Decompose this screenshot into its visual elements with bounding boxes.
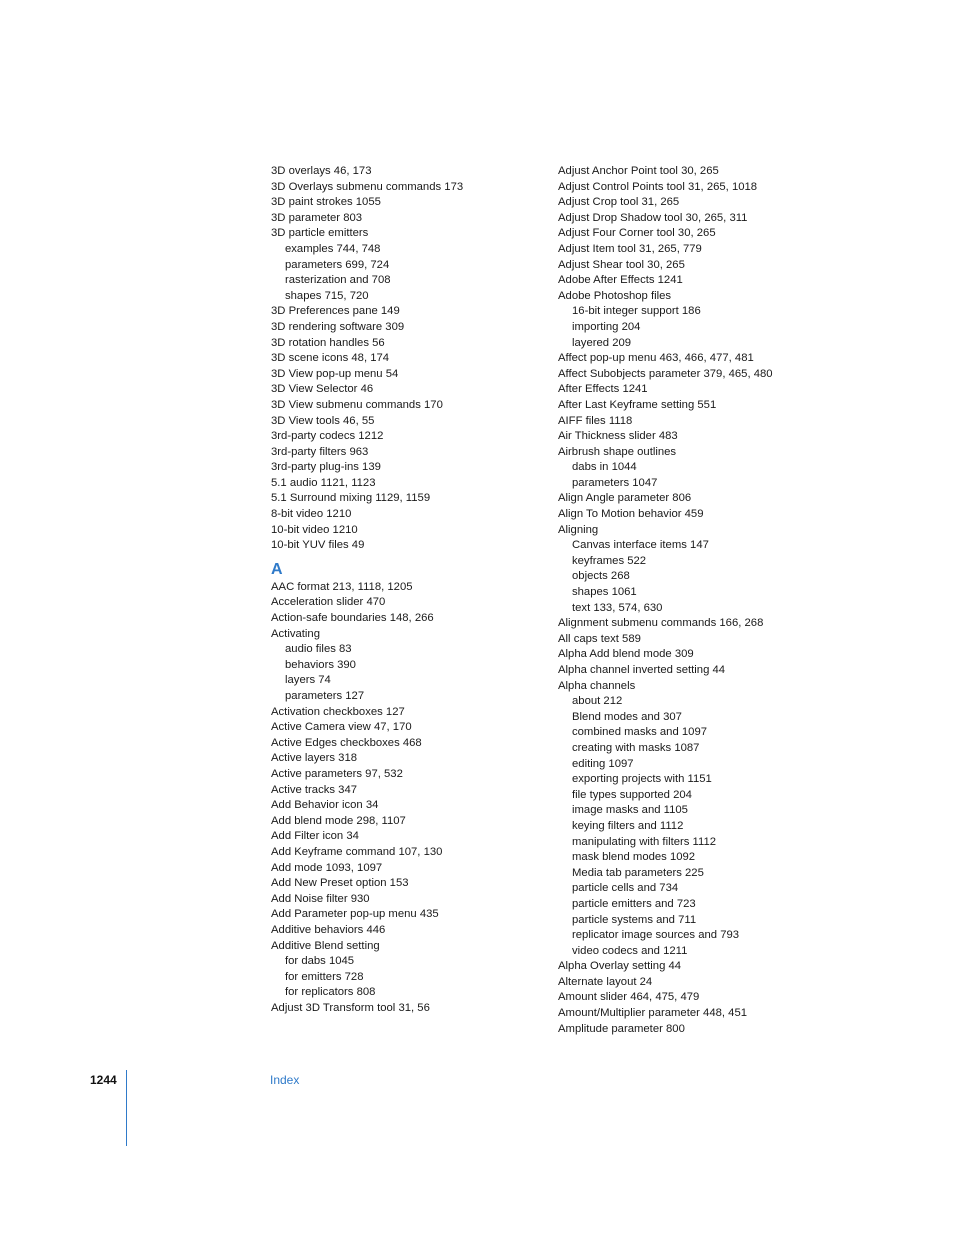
index-entry: Amount/Multiplier parameter 448, 451 bbox=[558, 1007, 748, 1020]
index-subentry: for emitters 728 bbox=[285, 970, 364, 983]
index-subentry: for replicators 808 bbox=[285, 986, 376, 999]
index-entry: Adjust Drop Shadow tool 30, 265, 311 bbox=[558, 211, 748, 224]
index-entry: 10-bit video 1210 bbox=[271, 523, 358, 536]
index-entry: 3rd-party codecs 1212 bbox=[271, 430, 384, 443]
index-entry: 3D View pop-up menu 54 bbox=[271, 367, 399, 380]
index-entry: Adjust Four Corner tool 30, 265 bbox=[558, 227, 716, 240]
index-entry: 3D View tools 46, 55 bbox=[271, 414, 375, 427]
index-entry: Activating bbox=[271, 627, 320, 640]
index-subentry: mask blend modes 1092 bbox=[572, 851, 696, 864]
index-entry: After Last Keyframe setting 551 bbox=[558, 398, 717, 411]
index-subentry: for dabs 1045 bbox=[285, 955, 355, 968]
index-entry: Adobe Photoshop files bbox=[558, 289, 672, 302]
index-subentry: manipulating with filters 1112 bbox=[572, 835, 717, 848]
index-entry: 3D Overlays submenu commands 173 bbox=[271, 180, 464, 193]
index-entry: Add Keyframe command 107, 130 bbox=[271, 845, 443, 858]
index-entry: 3D View submenu commands 170 bbox=[271, 398, 443, 411]
index-entry: 10-bit YUV files 49 bbox=[271, 539, 365, 552]
index-entry: Alpha Overlay setting 44 bbox=[558, 960, 682, 973]
index-entry: Add blend mode 298, 1107 bbox=[271, 814, 406, 827]
index-entry: Adjust Control Points tool 31, 265, 1018 bbox=[558, 180, 758, 193]
index-subentry: objects 268 bbox=[572, 570, 630, 583]
index-entry: Active layers 318 bbox=[271, 752, 358, 765]
index-entry: Additive Blend setting bbox=[271, 939, 380, 952]
index-entry: Acceleration slider 470 bbox=[271, 596, 386, 609]
index-entry: Adjust 3D Transform tool 31, 56 bbox=[271, 1001, 430, 1014]
index-entry: 3D View Selector 46 bbox=[271, 383, 374, 396]
index-column-left bbox=[271, 164, 541, 1016]
index-entry: Amplitude parameter 800 bbox=[558, 1022, 685, 1035]
index-subentry: layered 209 bbox=[572, 336, 632, 349]
index-subentry: keying filters and 1112 bbox=[572, 819, 684, 832]
index-entry: 3D overlays 46, 173 bbox=[271, 165, 372, 177]
index-entry: Align To Motion behavior 459 bbox=[558, 508, 704, 521]
index-subentry: audio files 83 bbox=[285, 643, 352, 656]
index-subentry: Blend modes and 307 bbox=[572, 710, 682, 723]
index-entry: Align Angle parameter 806 bbox=[558, 492, 692, 505]
index-entry: Adjust Anchor Point tool 30, 265 bbox=[558, 165, 719, 177]
index-subentry: importing 204 bbox=[572, 320, 641, 333]
index-entry: 3rd-party plug-ins 139 bbox=[271, 461, 381, 474]
index-subentry: particle emitters and 723 bbox=[572, 897, 696, 910]
index-subentry: video codecs and 1211 bbox=[572, 944, 688, 957]
index-entry: 3D Preferences pane 149 bbox=[271, 305, 400, 318]
index-entry: Alignment submenu commands 166, 268 bbox=[558, 617, 764, 630]
index-entry: Additive behaviors 446 bbox=[271, 923, 386, 936]
index-subentry: layers 74 bbox=[285, 674, 331, 687]
index-entry: Alternate layout 24 bbox=[558, 975, 653, 988]
index-subentry: dabs in 1044 bbox=[572, 461, 637, 474]
index-subentry: editing 1097 bbox=[572, 757, 634, 770]
index-subentry: rasterization and 708 bbox=[285, 274, 391, 287]
index-subentry: image masks and 1105 bbox=[572, 804, 688, 817]
index-entry: 8-bit video 1210 bbox=[271, 508, 352, 521]
index-entry: AAC format 213, 1118, 1205 bbox=[271, 580, 413, 593]
index-entry: AIFF files 1118 bbox=[558, 414, 633, 427]
index-subentry: examples 744, 748 bbox=[285, 242, 381, 255]
index-entry: Affect pop-up menu 463, 466, 477, 481 bbox=[558, 352, 754, 365]
index-subentry: parameters 127 bbox=[285, 690, 365, 702]
index-entry: Alpha channel inverted setting 44 bbox=[558, 664, 726, 676]
index-entry: Activation checkboxes 127 bbox=[271, 705, 405, 718]
index-subentry: exporting projects with 1151 bbox=[572, 773, 712, 786]
index-subentry: shapes 715, 720 bbox=[285, 289, 369, 302]
index-subentry: about 212 bbox=[572, 695, 623, 708]
index-entry: After Effects 1241 bbox=[558, 383, 648, 396]
index-entry: Adobe After Effects 1241 bbox=[558, 274, 683, 287]
index-entry: 5.1 Surround mixing 1129, 1159 bbox=[271, 492, 431, 505]
index-entry: Adjust Crop tool 31, 265 bbox=[558, 196, 680, 209]
footer-divider bbox=[126, 1070, 127, 1146]
index-subentry: replicator image sources and 793 bbox=[572, 929, 740, 942]
index-subentry: behaviors 390 bbox=[285, 658, 356, 671]
index-entry: Add Parameter pop-up menu 435 bbox=[271, 908, 439, 921]
index-subentry: creating with masks 1087 bbox=[572, 741, 700, 754]
index-entry: 3D paint strokes 1055 bbox=[271, 196, 381, 209]
index-entry: 3D rendering software 309 bbox=[271, 320, 405, 333]
index-entry: 5.1 audio 1121, 1123 bbox=[271, 476, 376, 489]
index-subentry: shapes 1061 bbox=[572, 586, 637, 599]
index-entry: Add Noise filter 930 bbox=[271, 892, 370, 905]
index-subentry: 16-bit integer support 186 bbox=[572, 305, 701, 318]
index-subentry: parameters 699, 724 bbox=[285, 258, 390, 271]
index-entry: All caps text 589 bbox=[558, 632, 641, 645]
index-entry: 3D particle emitters bbox=[271, 227, 369, 240]
index-entry: Adjust Item tool 31, 265, 779 bbox=[558, 242, 702, 255]
index-subentry: particle systems and 711 bbox=[572, 913, 697, 926]
index-column-right bbox=[558, 164, 858, 1037]
index-entry: Air Thickness slider 483 bbox=[558, 430, 678, 443]
index-entry: Amount slider 464, 475, 479 bbox=[558, 991, 700, 1004]
index-entry: Add Filter icon 34 bbox=[271, 830, 359, 843]
index-section-letter: A bbox=[271, 560, 283, 578]
index-entry: Active tracks 347 bbox=[271, 783, 358, 796]
index-entry: Alpha channels bbox=[558, 679, 636, 692]
section-label: Index bbox=[270, 1073, 300, 1087]
index-entry: 3D scene icons 48, 174 bbox=[271, 352, 390, 365]
index-entry: Aligning bbox=[558, 523, 599, 536]
index-entry: Alpha Add blend mode 309 bbox=[558, 648, 694, 661]
index-entry: Airbrush shape outlines bbox=[558, 445, 677, 458]
index-entry: Add mode 1093, 1097 bbox=[271, 861, 383, 874]
index-subentry: Canvas interface items 147 bbox=[572, 539, 709, 552]
index-subentry: Media tab parameters 225 bbox=[572, 866, 704, 879]
index-entry: Active parameters 97, 532 bbox=[271, 767, 403, 780]
index-subentry: combined masks and 1097 bbox=[572, 726, 708, 739]
index-entry: 3D parameter 803 bbox=[271, 211, 363, 224]
index-subentry: keyframes 522 bbox=[572, 554, 647, 567]
page-number: 1244 bbox=[90, 1073, 117, 1087]
index-entry: Add New Preset option 153 bbox=[271, 877, 409, 890]
index-entry: 3rd-party filters 963 bbox=[271, 445, 369, 458]
index-subentry: text 133, 574, 630 bbox=[572, 601, 663, 614]
index-entry: 3D rotation handles 56 bbox=[271, 336, 385, 349]
index-subentry: file types supported 204 bbox=[572, 788, 692, 801]
index-entry: Action-safe boundaries 148, 266 bbox=[271, 612, 434, 625]
index-entry: Affect Subobjects parameter 379, 465, 480 bbox=[558, 367, 773, 380]
index-subentry: parameters 1047 bbox=[572, 476, 658, 489]
index-subentry: particle cells and 734 bbox=[572, 882, 679, 895]
index-entry: Add Behavior icon 34 bbox=[271, 799, 379, 812]
index-entry: Active Camera view 47, 170 bbox=[271, 721, 412, 734]
index-entry: Adjust Shear tool 30, 265 bbox=[558, 258, 685, 271]
index-entry: Active Edges checkboxes 468 bbox=[271, 736, 422, 749]
